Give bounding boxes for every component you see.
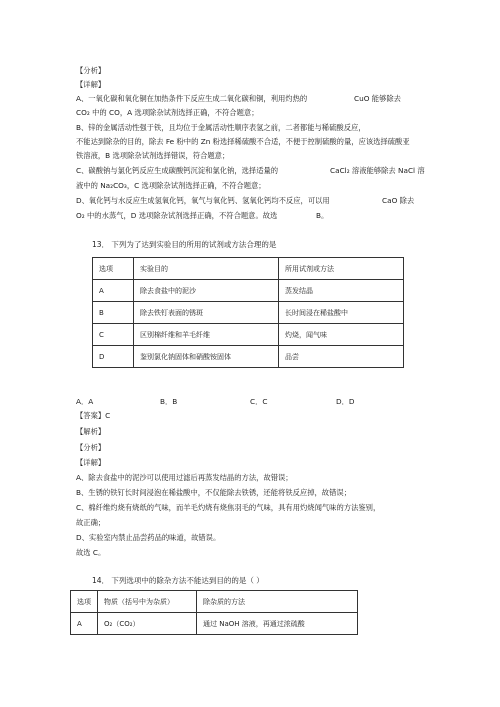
table-cell: 鉴别氯化钠固体和硝酸铵固体 bbox=[134, 346, 279, 368]
table-header-cell: 物质（括号中为杂质） bbox=[98, 591, 197, 613]
q12-c-line1: C、碳酸钠与氯化钙反应生成碳酸钙沉淀和氯化钠，选择适量的 bbox=[76, 166, 279, 175]
table-cell: 蒸发结晶 bbox=[279, 280, 404, 302]
q13-conclusion: 故选 C。 bbox=[76, 548, 106, 557]
explain-label: 【解析】 bbox=[76, 427, 106, 436]
q12-d-line1-tail: CaO 除去 bbox=[382, 196, 415, 205]
q13-line-d: D、实验室内禁止品尝药品的味道，故错误。 bbox=[76, 533, 221, 542]
table-cell: 灼烧，闻气味 bbox=[279, 324, 404, 346]
q13-line-b: B、生锈的铁钉长时间浸泡在稀盐酸中，不仅能除去铁锈，还能将铁反应掉，故错误； bbox=[76, 488, 351, 497]
q13-line-c-cont: 故正确； bbox=[76, 518, 106, 527]
q13-table bbox=[92, 257, 404, 368]
table-row bbox=[93, 324, 404, 346]
q12-a-line2: CO₂ 中的 CO，A 选项除杂试剂选择正确，不符合题意； bbox=[76, 108, 259, 117]
table-cell: 品尝 bbox=[279, 346, 404, 368]
q12-d-line2-tail: B。 bbox=[316, 211, 329, 220]
table-cell: O₂（CO₂） bbox=[98, 613, 197, 635]
table-cell: 区别棉纤维和羊毛纤维 bbox=[134, 324, 279, 346]
q13-stem: 13． 下列为了达到实验目的所用的试剂或方法合理的是 bbox=[92, 240, 277, 249]
choice-b: B．B bbox=[160, 397, 178, 406]
table-cell: 通过 NaOH 溶液，再通过浓硫酸 bbox=[197, 613, 358, 635]
table-cell: A bbox=[93, 280, 134, 302]
table-header-cell: 所用试剂或方法 bbox=[279, 258, 404, 280]
answer-label: 【答案】C bbox=[76, 411, 111, 420]
q12-b-line3: 铁溶液，B 选项除杂试剂选择错误，符合题意； bbox=[76, 151, 230, 160]
q12-b-line1: B、锌的金属活动性强于铁，且均位于金属活动性顺序表氢之前，二者都能与稀硫酸反应， bbox=[76, 123, 366, 132]
table-cell: A bbox=[71, 613, 98, 635]
q12-a-line1-tail: CuO 能够除去 bbox=[354, 94, 401, 103]
detail-label: 【详解】 bbox=[76, 80, 106, 89]
table-header-cell: 除杂质的方法 bbox=[197, 591, 358, 613]
table-header-row bbox=[71, 591, 358, 613]
table-cell: C bbox=[93, 324, 134, 346]
q12-b-line2: 不能达到除杂的目的，除去 Fe 粉中的 Zn 粉选择稀硫酸不合适，不便于控制硫酸的量，应该选择硫酸亚 bbox=[76, 137, 410, 146]
q12-c-line1-tail: CaCl₂ 溶液能够除去 NaCl 溶 bbox=[330, 166, 425, 175]
q14-table bbox=[70, 590, 358, 635]
table-row bbox=[93, 346, 404, 368]
choice-d: D．D bbox=[336, 397, 355, 406]
table-header-cell: 选项 bbox=[93, 258, 134, 280]
table-cell: D bbox=[93, 346, 134, 368]
q13-line-c: C、棉纤维灼烧有烧纸的气味，而羊毛灼烧有烧焦羽毛的气味，具有用灼烧闻气味的方法鉴别， bbox=[76, 503, 381, 512]
table-cell: B bbox=[93, 302, 134, 324]
table-header-cell: 选项 bbox=[71, 591, 98, 613]
table-row bbox=[71, 613, 358, 635]
table-header-cell: 实验目的 bbox=[134, 258, 279, 280]
q12-d-line2: O₂ 中的水蒸气，D 选项除杂试剂选择正确，不符合题意。故选 bbox=[76, 211, 278, 220]
choice-a: A．A bbox=[76, 397, 94, 406]
q14-stem: 14． 下列选项中的除杂方法不能达到目的的是（ ） bbox=[92, 576, 264, 585]
q12-a-line1: A、一氧化碳和氧化铜在加热条件下反应生成二氧化碳和铜，利用灼热的 bbox=[76, 94, 308, 103]
table-cell: 除去食盐中的泥沙 bbox=[134, 280, 279, 302]
table-row bbox=[93, 280, 404, 302]
table-cell: 长时间浸在稀盐酸中 bbox=[279, 302, 404, 324]
table-cell: 除去铁钉表面的锈斑 bbox=[134, 302, 279, 324]
table-row bbox=[93, 302, 404, 324]
analysis-label: 【分析】 bbox=[76, 66, 106, 75]
choice-c: C．C bbox=[250, 397, 268, 406]
detail-label: 【详解】 bbox=[76, 458, 106, 467]
q13-line-a: A、除去食盐中的泥沙可以使用过滤后再蒸发结晶的方法，故错误； bbox=[76, 473, 293, 482]
table-header-row bbox=[93, 258, 404, 280]
q12-c-line2: 液中的 Na₂CO₃，C 选项除杂试剂选择正确，不符合题意； bbox=[76, 181, 266, 190]
q12-d-line1: D、氧化钙与水反应生成氢氧化钙，氧气与氧化钙、氢氧化钙均不反应，可以用 bbox=[76, 196, 330, 205]
analysis-label: 【分析】 bbox=[76, 443, 106, 452]
